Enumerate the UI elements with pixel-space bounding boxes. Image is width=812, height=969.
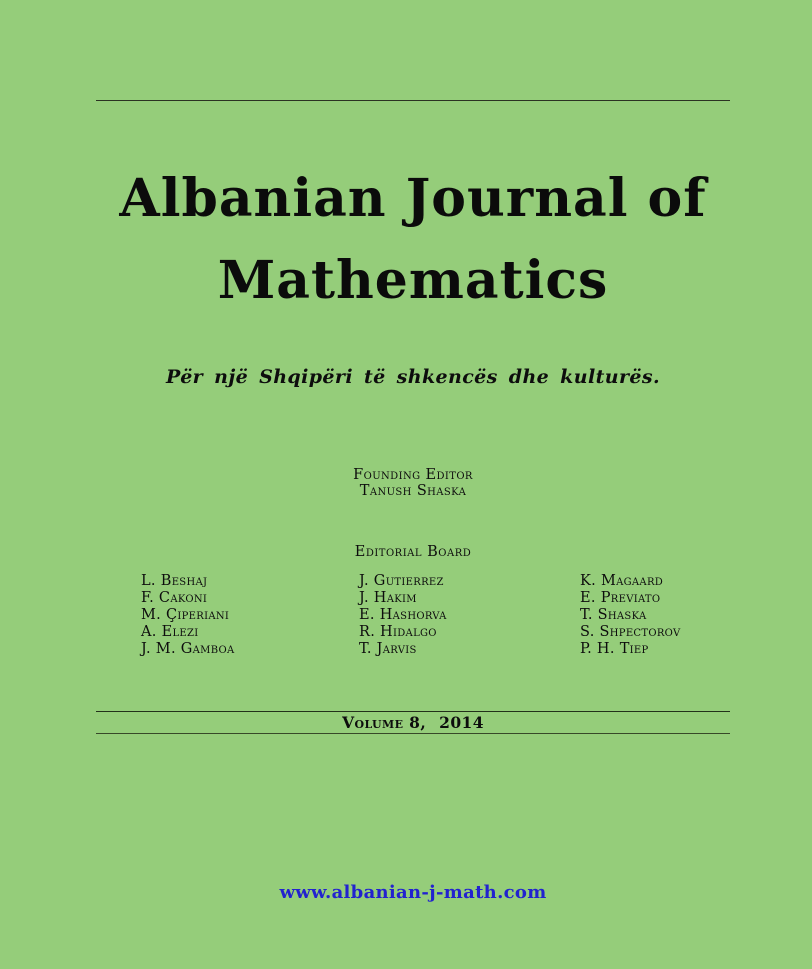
editor-name: F. Cakoni xyxy=(141,590,208,606)
editorial-board-column-2 xyxy=(359,573,447,658)
editor-name: E. Hashorva xyxy=(359,607,447,623)
editor-name: R. Hidalgo xyxy=(359,624,437,640)
editorial-board-column-3 xyxy=(580,573,681,658)
volume-label: Volume 8, xyxy=(342,713,427,732)
volume-band xyxy=(96,711,730,734)
founding-editor-block xyxy=(96,468,730,499)
journal-motto: Për një Shqipëri të shkencës dhe kulturës. xyxy=(166,366,660,388)
editor-name: A. Elezi xyxy=(141,624,199,640)
top-rule xyxy=(96,100,730,101)
journal-title-line2: Mathematics xyxy=(217,250,609,311)
editorial-board-heading: Editorial Board xyxy=(354,544,472,560)
editor-name: J. M. Gamboa xyxy=(141,641,235,657)
editor-name: P. H. Tiep xyxy=(580,641,649,657)
editor-name: E. Previato xyxy=(580,590,661,606)
editor-name: J. Gutierrez xyxy=(359,573,444,589)
journal-website-link[interactable]: www.albanian-j-math.com xyxy=(279,882,547,903)
editor-name: T. Shaska xyxy=(580,607,647,623)
editor-name: S. Shpectorov xyxy=(580,624,681,640)
volume-year: 2014 xyxy=(439,713,484,732)
editor-name: T. Jarvis xyxy=(359,641,417,657)
journal-title-line1: Albanian Journal of xyxy=(119,168,707,229)
editor-name: K. Magaard xyxy=(580,573,664,589)
founding-editor-heading: Founding Editor xyxy=(353,467,473,483)
founding-editor-name: Tanush Shaska xyxy=(359,482,467,499)
editorial-board-column-1 xyxy=(141,573,235,658)
editor-name: M. Çiperiani xyxy=(141,607,230,623)
editor-name: J. Hakim xyxy=(359,590,417,606)
cover-content-column xyxy=(96,0,730,969)
editor-name: L. Beshaj xyxy=(141,573,208,589)
journal-title xyxy=(96,158,730,322)
